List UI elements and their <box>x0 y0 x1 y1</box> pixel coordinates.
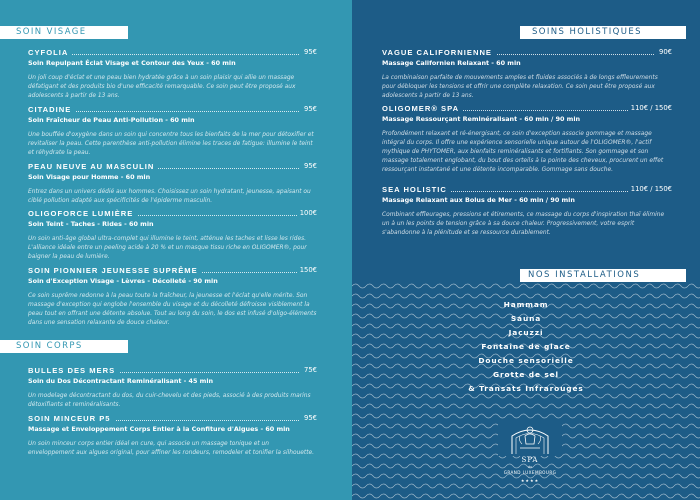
menu-item-cyfolia <box>28 48 317 101</box>
item-description: Profondément relaxant et ré-énergisant, ce soin d'exception associe gommage et massage intégral du corps. Il offre une expérience sensorielle unique autour de l'OLIGOMER®, l'actif mythique de PHYTOMER, aux bienfaits reminéralisants et fortifiants. Son gommage et son massage totalement englobant, du bout des orteils à la pointe des cheveux, procurent un effet ressourçant instantané et une détente incomparable. Gommage sans douche. <box>382 131 664 173</box>
menu-item-oligoforce <box>28 209 317 262</box>
item-header <box>382 185 672 196</box>
item-description: Un joli coup d'éclat et une peau bien hydratée grâce à un soin plaisir qui allie un massage défatigant et des produits bio d'une efficacité remarquable. Ce soin peut être proposé aux adolescents à partir de 13 ans. <box>28 75 296 99</box>
item-header <box>28 162 317 173</box>
section-header-soin-visage <box>0 26 128 39</box>
section-title: SOIN VISAGE <box>16 27 87 37</box>
menu-item-citadine <box>28 105 317 158</box>
menu-item-bulles <box>28 366 317 410</box>
installation-item: Douche sensorielle <box>478 356 574 365</box>
installation-item: Grotte de sel <box>493 370 559 379</box>
item-header <box>28 209 317 220</box>
item-name: SOIN PIONNIER JEUNESSE SUPRÊME <box>28 266 202 275</box>
menu-item-vague-californienne <box>382 48 672 101</box>
item-header <box>382 48 672 59</box>
item-header <box>382 104 672 115</box>
section-header-soins-holistiques <box>520 26 686 39</box>
item-description: Combinant effleurages, pressions et étirements, ce massage du corps d'inspiration thaï élimine un à un les points de tension grâce à sa douce chaleur. Progressivement, votre esprit s'abandonne à la plénitude et se ressource durablement. <box>382 212 665 236</box>
item-name: OLIGOMER® SPA <box>382 104 463 113</box>
item-name: BULLES DES MERS <box>28 366 119 375</box>
item-description: La combinaison parfaite de mouvements amples et fluides associés à de longs effleurements pour débloquer les tensions et offrir une complète relaxation. Ce soin peut être proposé aux adolescents à partir de 13 ans. <box>382 75 658 99</box>
menu-item-oligomer-spa <box>382 104 672 175</box>
item-header <box>28 366 317 377</box>
item-subtitle: Massage Californien Relaxant - 60 min <box>382 59 521 67</box>
menu-item-pionnier <box>28 266 317 328</box>
item-subtitle: Soin Teint - Taches - Rides - 60 min <box>28 220 154 228</box>
item-description: Une bouffée d'oxygène dans un soin qui concentre tous les bienfaits de la mer pour détoxifier et revitaliser la peau. Cette parenthèse anti-pollution élimine les traces de fatigue: illumine le teint et réhydrate la peau. <box>28 132 314 156</box>
section-title: NOS INSTALLATIONS <box>528 270 641 280</box>
installations-list <box>412 298 640 396</box>
item-name: OLIGOFORCE LUMIÈRE <box>28 209 137 218</box>
item-price: 95€ <box>301 105 317 113</box>
fountain-icon <box>498 420 562 456</box>
installation-item: Sauna <box>510 314 542 323</box>
spa-logo <box>498 420 562 494</box>
item-price: 150€ <box>297 266 317 274</box>
item-price: 110€ / 150€ <box>628 185 672 193</box>
section-header-soin-corps <box>0 340 128 353</box>
item-price: 100€ <box>297 209 317 217</box>
logo-du-text: du <box>527 465 533 469</box>
installation-item: Jacuzzi <box>508 328 544 337</box>
item-subtitle: Massage Relaxant aux Bolus de Mer - 60 min / 90 min <box>382 196 575 204</box>
item-description: Un modelage décontractant du dos, du cuir-chevelu et des pieds, associé à des produits marins détoxifiants et reminéralisants. <box>28 393 311 408</box>
item-name: PEAU NEUVE AU MASCULIN <box>28 162 158 171</box>
logo-hotel-name: GRAND LUXEMBOURG <box>503 470 557 475</box>
item-subtitle: Massage Ressourçant Reminéralisant - 60 min / 90 min <box>382 115 581 123</box>
item-header <box>28 105 317 116</box>
section-title: SOIN CORPS <box>16 341 83 351</box>
menu-item-minceur <box>28 414 317 458</box>
logo-spa-text: SPA <box>521 456 539 464</box>
item-price: 95€ <box>301 48 317 56</box>
item-description: Un soin minceur corps entier idéal en cure, qui associe un massage tonique et un enveloppement aux algues original, pour affiner les rondeurs, remodeler et tonifier la silhouette. <box>28 441 315 456</box>
item-price: 95€ <box>301 414 317 422</box>
item-name: SOIN MINCEUR P5 <box>28 414 115 423</box>
menu-item-peau-neuve <box>28 162 317 206</box>
menu-item-sea-holistic <box>382 185 672 238</box>
item-price: 110€ / 150€ <box>628 104 672 112</box>
item-subtitle: Soin du Dos Décontractant Reminéralisant - 45 min <box>28 377 214 385</box>
section-header-nos-installations <box>520 269 686 282</box>
item-name: SEA HOLISTIC <box>382 185 451 194</box>
installation-item: Hammam <box>503 300 549 309</box>
item-header <box>28 266 317 277</box>
item-price: 75€ <box>301 366 317 374</box>
item-header <box>28 48 317 59</box>
item-name: CYFOLIA <box>28 48 72 57</box>
item-name: VAGUE CALIFORNIENNE <box>382 48 496 57</box>
item-price: 95€ <box>301 162 317 170</box>
logo-stars: ★★★★ <box>520 478 540 483</box>
item-description: Ce soin suprême redonne à la peau toute la fraîcheur, la jeunesse et l'éclat qu'elle mérite. Son massage d'exception qui englobe l'ensemble du visage et du décolleté défroisse visiblement la peau tout en offrant une détente absolue. Tout au long du soin, le dos est infusé d'oligo-éléments dans une sensation relaxante de douce chaleur. <box>28 293 317 326</box>
item-name: CITADINE <box>28 105 75 114</box>
section-title: SOINS HOLISTIQUES <box>532 27 642 37</box>
item-header <box>28 414 317 425</box>
item-subtitle: Soin Repulpant Éclat Visage et Contour des Yeux - 60 min <box>28 59 236 67</box>
item-price: 90€ <box>656 48 672 56</box>
installation-item: Fontaine de glace <box>481 342 571 351</box>
item-subtitle: Massage et Enveloppement Corps Entier à la Confiture d'Algues - 60 min <box>28 425 290 433</box>
item-subtitle: Soin d'Exception Visage - Lèvres - Décolleté - 90 min <box>28 277 218 285</box>
item-subtitle: Soin Fraîcheur de Peau Anti-Pollution - 60 min <box>28 116 195 124</box>
installation-item: & Transats Infrarouges <box>468 384 584 393</box>
item-description: Un soin anti-âge global ultra-complet qui illumine le teint, atténue les taches et lisse les rides. L'alliance idéale entre un peeling acide à 20 % et un masque tissu riche en OLIGOMER®, pour baigner la peau de lumière. <box>28 236 307 260</box>
item-subtitle: Soin Visage pour Homme - 60 min <box>28 173 151 181</box>
item-description: Entrez dans un univers dédié aux hommes. Choisissez un soin hydratant, jeunesse, apaisant ou ciblé pollution adapté aux spécificités de l'épiderme masculin. <box>28 189 311 204</box>
